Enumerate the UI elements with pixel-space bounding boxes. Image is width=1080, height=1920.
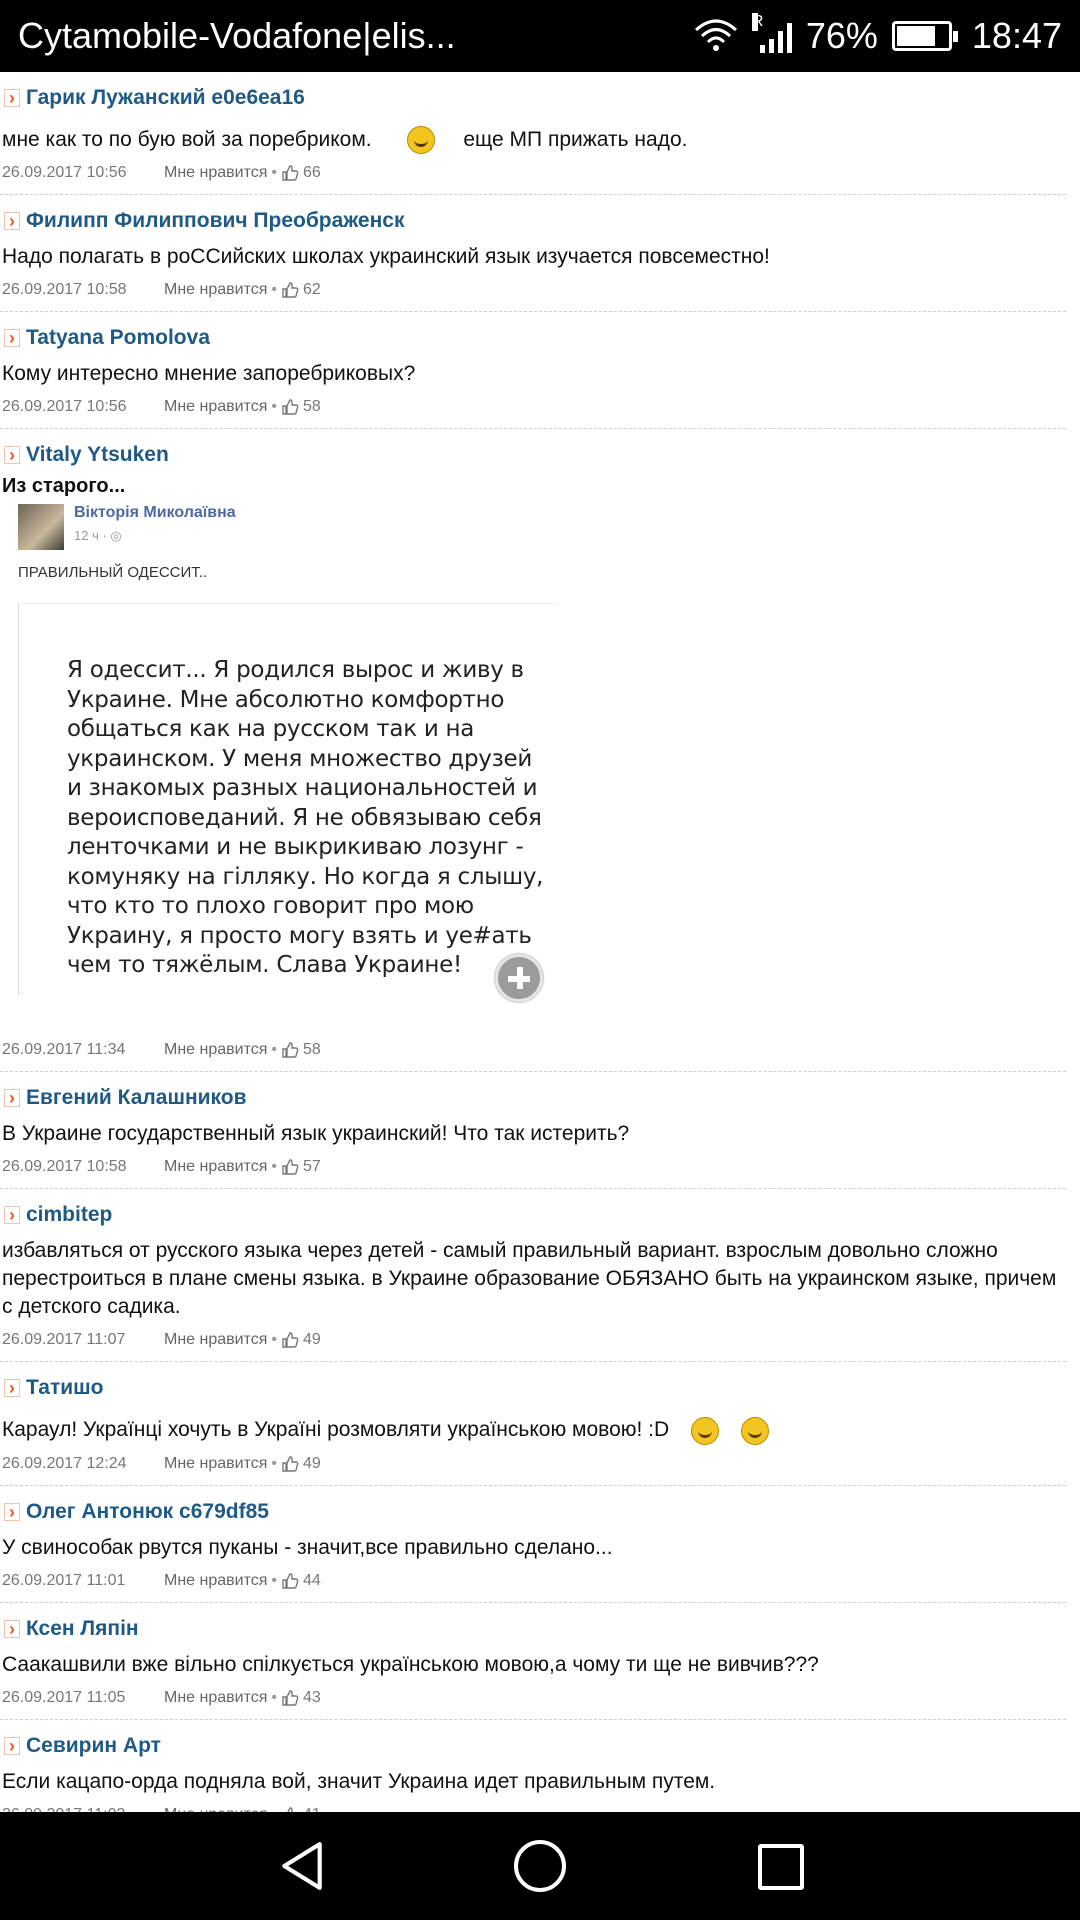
like-count: 43 [303, 1688, 321, 1706]
comment-meta: 26.09.2017 11:05 Мне нравится • 43 [2, 1688, 321, 1706]
like-button[interactable]: Мне нравится [164, 1041, 268, 1059]
comment-text [0, 1400, 1066, 1448]
comment-text-part: мне как то по бую вой за поребриком. [2, 128, 372, 151]
recent-apps-icon[interactable] [758, 1844, 804, 1890]
chevron-right-icon[interactable]: › [4, 329, 20, 347]
comment-text: У свинособак рвутся пуканы - значит,все правильно сделано... [2, 1535, 613, 1559]
comment [0, 72, 1066, 195]
like-count: 49 [303, 1331, 321, 1349]
comment-author[interactable]: Vitaly Ytsuken [26, 443, 169, 467]
embedded-post-header [2, 504, 1066, 550]
thumbs-up-icon[interactable] [281, 281, 299, 299]
comment-author[interactable]: cimbitep [26, 1203, 113, 1227]
like-count: 66 [303, 164, 321, 182]
thumbs-up-icon[interactable] [281, 1041, 299, 1059]
comment-author[interactable]: Татишо [26, 1376, 104, 1400]
comment-meta: 26.09.2017 10:58 Мне нравится • 57 [2, 1158, 321, 1176]
comment [0, 1362, 1066, 1485]
embedded-post [0, 467, 1066, 995]
comment [0, 312, 1066, 429]
chevron-right-icon[interactable]: › [4, 446, 20, 464]
embedded-image-text: Я одессит... Я родился вырос и живу в Украине. Мне абсолютно комфортно общаться как на русском так и на украинском. У меня множество друзей и знакомых разных национальностей и вероисповеданий. Я не обвязываю себя ленточками и не выкрикиваю лозунг - комуняку на гілляку. Но когда я слышу, что кто то плохо говорит про мою Украину, я просто могу взять и уе#ать чем то тяжёлым. Слава Украине! [67, 657, 544, 979]
clock: 18:47 [971, 15, 1062, 56]
comment-meta: 26.09.2017 11:07 Мне нравится • 49 [2, 1331, 321, 1349]
comment-text: Если кацапо-орда подняла вой, значит Украина идет правильным путем. [2, 1769, 716, 1793]
comment-date: 26.09.2017 12:24 [2, 1454, 127, 1472]
laughing-emoji-icon [691, 1417, 719, 1445]
like-button[interactable]: Мне нравится [164, 164, 268, 182]
comment-text [0, 110, 1066, 158]
comment-date: 26.09.2017 11:01 [2, 1571, 126, 1589]
like-button[interactable]: Мне нравится [164, 398, 268, 416]
navigation-bar [0, 1812, 1080, 1920]
like-button[interactable]: Мне нравится [164, 1688, 268, 1706]
thumbs-up-icon[interactable] [281, 1158, 299, 1176]
like-button[interactable]: Мне нравится [164, 1454, 268, 1472]
comment-author[interactable]: Севирин Арт [26, 1733, 161, 1757]
comment-date: 26.09.2017 11:07 [2, 1331, 126, 1349]
chevron-right-icon[interactable]: › [4, 1089, 20, 1107]
thumbs-up-icon[interactable] [281, 398, 299, 416]
chevron-right-icon[interactable]: › [4, 1379, 20, 1397]
comment-date: 26.09.2017 10:58 [2, 1158, 127, 1176]
comment-text: Саакашвили вже вільно спілкується українською мовою,а чому ти ще не вивчив??? [2, 1652, 819, 1676]
status-icons [694, 15, 1062, 57]
comment-author[interactable]: Олег Антонюк c679df85 [26, 1499, 269, 1523]
roaming-indicator: R [751, 13, 764, 30]
comment-meta: 26.09.2017 10:58 Мне нравится • 62 [2, 281, 321, 299]
thumbs-up-icon[interactable] [281, 164, 299, 182]
embedded-caption: ПРАВИЛЬНЫЙ ОДЕССИТ.. [18, 564, 208, 582]
comment [0, 1189, 1066, 1362]
comment-text-part: Караул! Українці хочуть в Україні розмовляти українською мовою! :D [2, 1418, 670, 1442]
comment-text: избавляться от русского языка через детей - самый правильный вариант. взрослым довольно сложно перестроиться в плане смены языка. в Украине образование ОБЯЗАНО быть на украинском языке, причем с детского садика. [2, 1239, 1057, 1319]
comment [0, 1486, 1066, 1603]
chevron-right-icon[interactable]: › [4, 1206, 20, 1224]
comment-date: 26.09.2017 10:56 [2, 164, 127, 182]
chevron-right-icon[interactable]: › [4, 212, 20, 230]
like-count: 57 [303, 1158, 321, 1176]
battery-fill [897, 26, 935, 46]
comment-text-part: еще МП прижать надо. [463, 128, 688, 151]
comment-date: 26.09.2017 10:56 [2, 398, 127, 416]
embedded-timestamp: 12 ч · ◎ [74, 528, 122, 544]
chevron-right-icon[interactable]: › [4, 1737, 20, 1755]
carrier-name: Cytamobile-Vodafone|elis... [18, 15, 456, 56]
comment-meta: 26.09.2017 12:24 Мне нравится • 49 [2, 1454, 321, 1472]
comment-author[interactable]: Tatyana Pomolova [26, 326, 210, 350]
like-button[interactable]: Мне нравится [164, 281, 268, 299]
embedded-image [18, 603, 558, 995]
thumbs-up-icon[interactable] [281, 1331, 299, 1349]
avatar [18, 504, 64, 550]
comment-date: 26.09.2017 10:58 [2, 281, 127, 299]
thumbs-up-icon[interactable] [281, 1455, 299, 1473]
comment-meta: 26.09.2017 11:01 Мне нравится • 44 [2, 1571, 321, 1589]
comment-author[interactable]: Филипп Филиппович Преображенск [26, 209, 405, 233]
like-count: 58 [303, 398, 321, 416]
like-count: 44 [303, 1571, 321, 1589]
comment-date: 26.09.2017 11:05 [2, 1688, 126, 1706]
battery-percent: 76% [805, 15, 878, 56]
comment-author[interactable]: Евгений Калашников [26, 1086, 247, 1110]
like-count: 49 [303, 1454, 321, 1472]
comments-feed[interactable] [0, 72, 1080, 1812]
like-button[interactable]: Мне нравится [164, 1158, 268, 1176]
comment [0, 429, 1066, 1072]
comment-meta: 26.09.2017 10:56 Мне нравится • 58 [2, 398, 321, 416]
plus-icon[interactable] [495, 954, 543, 1002]
comment-text: В Украине государственный язык украинский! Что так истерить? [2, 1122, 630, 1146]
like-button[interactable]: Мне нравится [164, 1331, 268, 1349]
thumbs-up-icon[interactable] [281, 1689, 299, 1707]
comment-author[interactable]: Гарик Лужанский e0e6ea16 [26, 86, 305, 109]
back-icon[interactable] [276, 1840, 328, 1892]
comment-meta: 26.09.2017 11:34 Мне нравится • 58 [2, 1041, 321, 1059]
status-bar [0, 0, 1080, 72]
signal-icon [751, 13, 792, 53]
laughing-emoji-icon [741, 1417, 769, 1445]
comment-date: 26.09.2017 11:34 [2, 1041, 126, 1059]
like-count: 62 [303, 281, 321, 299]
home-icon[interactable] [514, 1840, 566, 1892]
comment-text: Из старого... [2, 475, 126, 498]
chevron-right-icon[interactable]: › [4, 1620, 20, 1638]
wifi-icon [694, 18, 738, 54]
comment-text: Кому интересно мнение запоребриковых? [2, 362, 416, 386]
battery-icon [892, 21, 952, 51]
embedded-author: Вікторія Миколаївна [74, 504, 236, 522]
comment-text: Надо полагать в роССийских школах украинский язык изучается повсеместно! [2, 245, 770, 269]
comment [0, 1072, 1066, 1189]
like-count: 58 [303, 1041, 321, 1059]
comment-author[interactable]: Ксен Ляпін [26, 1616, 139, 1640]
shocked-emoji-icon [407, 126, 435, 154]
thumbs-up-icon[interactable] [281, 1572, 299, 1590]
chevron-right-icon[interactable]: › [4, 89, 20, 107]
like-button[interactable]: Мне нравится [164, 1571, 268, 1589]
comment [0, 195, 1066, 312]
comment-meta: 26.09.2017 10:56 Мне нравится • 66 [2, 164, 321, 182]
chevron-right-icon[interactable]: › [4, 1503, 20, 1521]
comment [0, 1603, 1066, 1720]
